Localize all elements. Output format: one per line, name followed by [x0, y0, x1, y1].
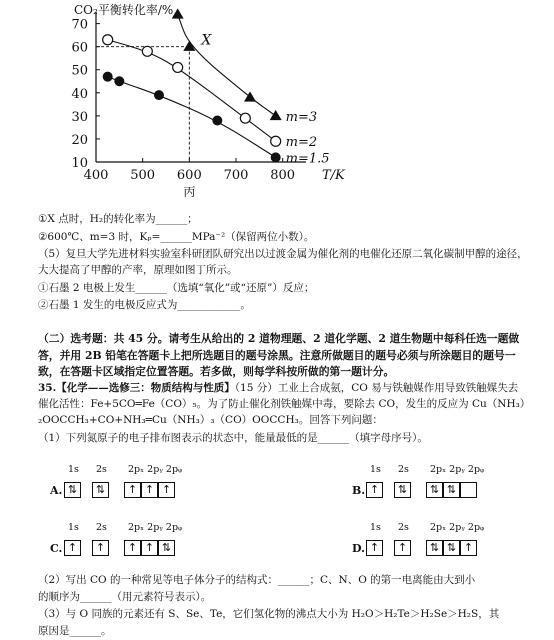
orbital-box: ⇅ [443, 540, 460, 556]
orbital-header-2p: 2pₓ 2pᵧ 2pᵩ [128, 464, 183, 475]
orbital-header-2p: 2pₓ 2pᵧ 2pᵩ [430, 522, 485, 533]
y-tick-label: 70 [71, 17, 88, 33]
orbital-box: ↑ [460, 540, 477, 556]
question-5-graphite1: ②石墨 1 发生的电极反应式为____________。 [38, 299, 251, 311]
data-point-filled-circle [212, 115, 222, 125]
question-kp: ②600℃、m=3 时，Kₚ=______MPa⁻²（保留两位小数）。 [38, 231, 315, 243]
orbital-header-1s: 1s [68, 522, 79, 533]
y-tick-label: 40 [71, 86, 88, 102]
section-elective-instructions: （二）选考题：共 45 分。请考生从给出的 2 道物理题、2 道化学题、2 道生物题中每科任选一题做答，并用 2B 铅笔在答题卡上把所选题目的题号涂黑。注意所做题目的题号必须与所涂题目的题号一致，在答题卡区域指定位置答题。若多做，则每学科按所做的第一题计分。 [38, 332, 520, 378]
orbital-box: ↑ [92, 540, 109, 556]
series-label: m=1.5 [285, 151, 330, 167]
orbital-box: ↑ [158, 482, 175, 498]
question-35-3-line1: （3）与 O 同族的元素还有 S、Se、Te，它们氢化物的沸点大小为 H₂O＞H₂Te＞H₂Se＞H₂S，其 [38, 608, 500, 620]
orbital-header-1s: 1s [370, 464, 381, 475]
chart-title: CO₂平衡转化率/% [74, 3, 174, 17]
option-label: B. [352, 484, 366, 497]
question-35-1: （1）下列氮原子的电子排布图表示的状态中，能量最低的是______（填字母序号）。 [38, 432, 428, 444]
data-point-filled-circle [114, 76, 124, 86]
orbital-header-2s: 2s [96, 464, 107, 475]
data-point-triangle [183, 41, 195, 51]
series-label: m=3 [285, 109, 318, 125]
series-line-0 [178, 14, 276, 115]
question-5-graphite2: ①石墨 2 电极上发生______（选填“氧化”或“还原”）反应； [38, 282, 315, 294]
orbital-header-2s: 2s [96, 522, 107, 533]
orbital-header-2s: 2s [398, 522, 409, 533]
data-point-open-circle [271, 136, 281, 146]
data-point-filled-circle [154, 90, 164, 100]
option-label: D. [352, 542, 365, 555]
orbital-header-2p: 2pₓ 2pᵧ 2pᵩ [128, 522, 183, 533]
x-tick-label: 600 [176, 168, 202, 183]
x-point-label: X [201, 32, 212, 49]
series-line-1 [108, 40, 276, 141]
orbital-box: ⇅ [426, 540, 443, 556]
orbital-box: ↑ [366, 540, 383, 556]
y-tick-label: 20 [71, 132, 88, 148]
orbital-box: ⇅ [443, 482, 460, 498]
data-point-open-circle [240, 113, 250, 123]
orbital-box [460, 482, 477, 498]
data-point-triangle [270, 110, 282, 120]
orbital-header-1s: 1s [68, 464, 79, 475]
data-point-filled-circle [103, 72, 113, 82]
y-tick-label: 60 [71, 40, 88, 56]
conversion-chart [0, 0, 554, 205]
orbital-box: ⇅ [92, 482, 109, 498]
x-axis-label: T/K [322, 168, 345, 183]
orbital-box: ↑ [141, 482, 158, 498]
data-point-open-circle [173, 62, 183, 72]
question-35-2-line1: （2）写出 CO 的一种常见等电子体分子的结构式：______；C、N、O 的第一电离能由大到小 [38, 574, 476, 586]
y-tick-label: 10 [71, 156, 88, 171]
question-5-intro: （5）复旦大学先进材料实验室科研团队研究出以过渡金属为催化剂的电催化还原二氧化碳制甲醇的途径，大大提高了甲醇的产率，原理如图丁所示。 [38, 248, 528, 276]
orbital-box: ↑ [124, 540, 141, 556]
orbital-box: ⇅ [64, 482, 81, 498]
y-tick-label: 50 [71, 63, 88, 79]
orbital-box: ↑ [366, 482, 383, 498]
series-label: m=2 [285, 135, 318, 151]
data-point-open-circle [103, 35, 113, 45]
orbital-box: ↑ [124, 482, 141, 498]
y-tick-label: 30 [71, 109, 88, 125]
x-tick-label: 700 [223, 168, 249, 183]
question-x-point: ①X 点时，H₂的转化率为______； [38, 213, 198, 225]
option-label: A. [50, 484, 63, 497]
x-tick-label: 500 [130, 168, 156, 183]
data-point-open-circle [142, 46, 152, 56]
orbital-box: ⇅ [426, 482, 443, 498]
orbital-box: ↑ [64, 540, 81, 556]
orbital-box: ↑ [394, 540, 411, 556]
chart-caption: 丙 [183, 185, 196, 199]
question-35-2-line2: 的顺序为______（用元素符号表示）。 [38, 591, 212, 603]
data-point-triangle [172, 8, 184, 18]
question-35-body: （15 分）工业上合成氨，CO 易与铁触媒作用导致铁触媒失去催化活性：Fe+5CO═Fe（CO）₅。为了防止催化剂铁触媒中毒，要除去 CO，发生的反应为 Cu（NH₃）₂OOCCH₃+CO+NH₃═Cu（NH₃）₃（CO）OOCCH₃。回答下列问题： [38, 382, 526, 426]
data-point-filled-circle [271, 152, 281, 162]
x-tick-label: 800 [270, 168, 296, 183]
orbital-header-2s: 2s [398, 464, 409, 475]
x-tick-label: 400 [83, 168, 109, 183]
orbital-header-2p: 2pₓ 2pᵧ 2pᵩ [430, 464, 485, 475]
question-35-3-line2: 原因是______。 [38, 625, 112, 637]
orbital-box: ⇅ [394, 482, 411, 498]
question-35-heading: 35.【化学——选修三：物质结构与性质】 [38, 382, 235, 394]
orbital-header-1s: 1s [370, 522, 381, 533]
orbital-box: ↑ [141, 540, 158, 556]
option-label: C. [50, 542, 63, 555]
orbital-box: ⇅ [158, 540, 175, 556]
question-35 [38, 380, 528, 428]
